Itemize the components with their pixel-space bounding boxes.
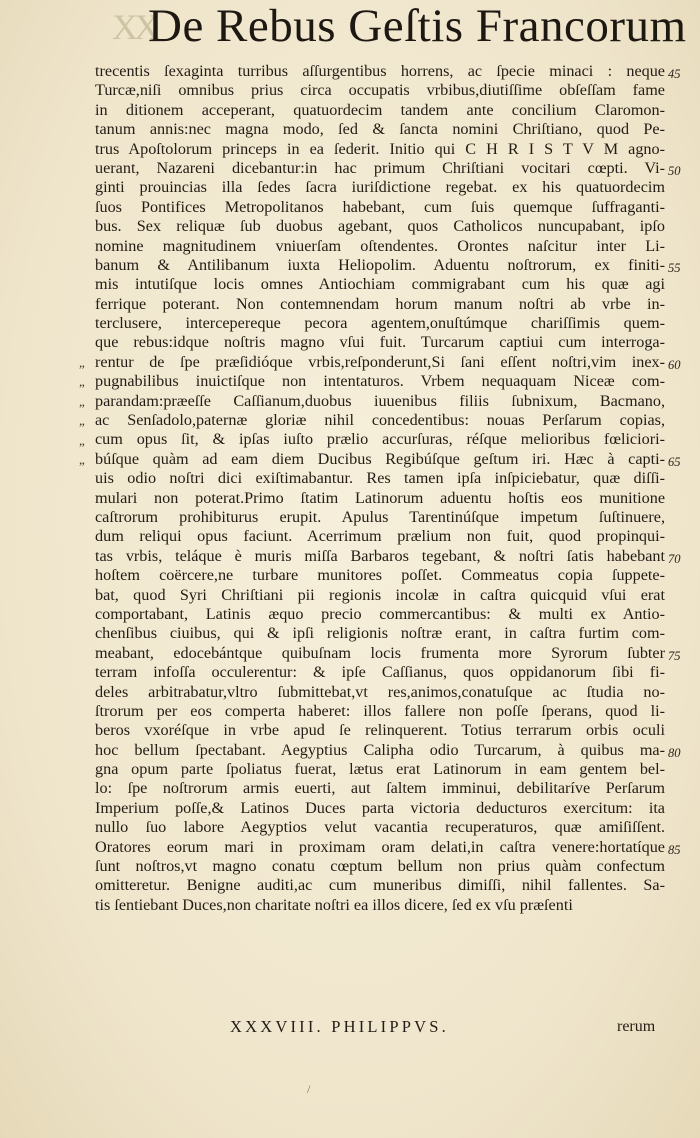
text-line: [95, 683, 665, 702]
line-text: meabant, edocebántque quibuſnam locis frumenta more Syrorum ſubter: [95, 643, 665, 662]
margin-line-number: 85: [668, 843, 681, 857]
line-text: chenſibus ciuibus, qui & ipſi religionis noſtræ erant, in caſtra furtim com-: [95, 624, 665, 643]
line-text: ac Senſadolo,paternæ gloriæ nihil concedentibus: nouas Perſarum copias,: [95, 411, 665, 430]
line-text: trecentis ſexaginta turribus aſſurgentibus horrens, ac ſpecie minaci : neque: [95, 62, 665, 80]
line-text: ferrique poterant. Non contemnendam horum manum noſtri ab vrbe in-: [95, 294, 665, 313]
text-line: [95, 411, 665, 430]
line-text: ginti prouincias illa ſedes ſacra iuriſdictione regebat. ex his quatuordecim: [95, 178, 665, 197]
line-text: caſtrorum prohibiturus erupit. Apulus Tarentinúſque impetum ſuſtinuere,: [95, 507, 665, 526]
catchword: rerum: [617, 1018, 656, 1035]
text-line: [95, 275, 665, 294]
text-line: [95, 663, 665, 682]
line-text: cum opus ſit, & ipſas iuſto prælio accurſuras, réſque melioribus fœliciori-: [95, 430, 665, 449]
text-line: [95, 101, 665, 120]
text-line: [95, 876, 665, 895]
header-fragment: XX: [112, 7, 156, 47]
text-line: [95, 198, 665, 217]
line-text: uerant, Nazareni dicebantur:in hac primum Chriſtiani vocitari cœpti. Vi-: [95, 158, 665, 177]
text-line: [95, 605, 665, 624]
text-line: [95, 392, 665, 411]
line-text: nullo ſuo labore Aegyptios velut vacantia recuperaturos, quæ amiſiſſent.: [95, 818, 665, 837]
line-text: Oratores eorum mari in proximam oram delati,in caſtra venere:hortatíque: [95, 837, 665, 856]
text-line: [95, 159, 665, 178]
text-line: [95, 508, 665, 527]
text-line: [95, 120, 665, 139]
quote-marker: „: [79, 413, 85, 429]
line-text: Imperium poſſe,& Latinos Duces parta victoria deducturos exercitum: ita: [95, 798, 665, 817]
margin-line-number: 75: [668, 649, 681, 663]
line-text: ſtrorum per eos comperta haberet: illos fallere non poſſe ſperans, quod li-: [95, 701, 665, 720]
text-line: [95, 81, 665, 100]
margin-line-number: 70: [668, 552, 681, 566]
line-text: que rebus:idque noſtris magno vſui fuit. Turcarum captiui cum interroga-: [95, 333, 665, 352]
line-text: uis odio noſtri dici exiſtimabantur. Res tamen ipſa inſpiciebatur, quæ diſſi-: [95, 469, 665, 488]
text-line: [95, 333, 665, 352]
margin-line-number: 65: [668, 455, 681, 469]
quote-marker: „: [79, 432, 85, 448]
line-text: terram infoſſa occulerentur: & ipſe Caſſianus, quos oppidanorum ſibi fi-: [95, 663, 665, 682]
text-line: [95, 469, 665, 488]
line-text: trus Apoſtolorum princeps in ea ſederit. Initio qui C H R I S T V M agno-: [95, 139, 665, 158]
text-line: [95, 644, 665, 663]
line-text: lo: ſpe noſtrorum armis euerti, aut ſaltem imminui, debilitaríve Perſarum: [95, 779, 665, 798]
line-text: tas vrbis, teláque è muris miſſa Barbaros tegebant, & noſtri ſatis habebant: [95, 546, 665, 565]
text-line: [95, 353, 665, 372]
signature-mark: XXXVIII. PHILIPPVS.: [230, 1017, 449, 1036]
text-line: [95, 702, 665, 721]
margin-line-number: 60: [668, 358, 681, 372]
line-text: gna opum parte ſpoliatus fuerat, lætus erat Latinorum in eam gentem bel-: [95, 760, 665, 779]
text-line: [95, 624, 665, 643]
line-text: pugnabilibus inuictiſque non intentaturos. Vrbem nequaquam Niceæ com-: [95, 372, 665, 391]
line-text: mis intutiſque locis omnes Antiochiam commigrabant cum his quæ agi: [95, 275, 665, 294]
line-text: tis ſentiebant Duces,non charitate noſtri ea illos dicere, ſed ex vſu præſenti: [95, 895, 573, 914]
bottom-mark: /: [307, 1082, 311, 1096]
text-line: [95, 838, 665, 857]
text-line: [95, 450, 665, 469]
text-line: [95, 760, 665, 779]
line-text: ſunt noſtros,vt magno conatu cœptum bellum non prius quàm confectum: [95, 857, 665, 876]
line-text: Turcæ,niſi omnibus prius circa occupatis vrbibus,diutiſſime obſeſſam fame: [95, 81, 665, 100]
margin-line-number: 80: [668, 746, 681, 760]
line-text: hoc bellum ſpectabant. Aegyptius Calipha odio Turcarum, à quibus ma-: [95, 740, 665, 759]
line-text: deles arbitrabatur,vltro ſubmittebat,vt res,animos,conatuſque ac ſtudia no-: [95, 682, 665, 701]
text-line: [95, 489, 665, 508]
line-text: ſuos Pontifices Metropolitanos habebant, cum ſuis quemque ſuffraganti-: [95, 197, 665, 216]
line-text: terclusere, intercepereque pecora agentem,onuſtúmque chariſſimis quem-: [95, 314, 665, 333]
line-text: nomine magnitudinem vniuerſam oſtendentes. Orontes naſcitur inter Li-: [95, 236, 665, 255]
text-line: [95, 256, 665, 275]
text-line: [95, 295, 665, 314]
line-text: parandam:præeſſe Caſſianum,duobus iuuenibus filiis ſubnixum, Bacmano,: [95, 391, 665, 410]
margin-line-number: 55: [668, 261, 681, 275]
line-text: beros vxoréſque in vrbe apud ſe relinquerent. Totius terrarum orbis oculi: [95, 721, 665, 740]
line-text: dum reliqui opus faciunt. Acerrimum prælium non fuit, quod propinqui-: [95, 527, 665, 546]
text-line: [95, 178, 665, 197]
line-text: tanum annis:nec magna modo, ſed & ſancta nomini Chriſtiano, quod Pe-: [95, 120, 665, 139]
quote-marker: „: [79, 355, 85, 370]
text-line: [95, 217, 665, 236]
text-line: [95, 741, 665, 760]
line-text: hoſtem coërcere,ne turbare munitores poſſet. Commeatus copia ſuppete-: [95, 566, 665, 585]
quote-marker: „: [79, 374, 85, 390]
margin-line-number: 50: [668, 164, 681, 178]
line-text: rentur de ſpe præſidióque vrbis,reſponderunt,Si ſani eſſent noſtri,vim inex-: [95, 352, 665, 371]
text-line: [95, 140, 665, 159]
text-line: [95, 721, 665, 740]
quote-marker: „: [79, 393, 85, 409]
line-text: omitteretur. Benigne auditi,ac cum muneribus dimiſſi, nihil fallentes. Sa-: [95, 876, 665, 895]
line-text: in ditionem acceperant, quatuordecim tandem ante concilium Claromon-: [95, 100, 665, 119]
text-line: [95, 430, 665, 449]
text-line: [95, 799, 665, 818]
line-text: búſque quàm ad eam diem Ducibus Regibúſque geſtum iri. Hæc à capti-: [95, 449, 665, 468]
text-line: [95, 547, 665, 566]
text-line: [95, 566, 665, 585]
text-line: [95, 372, 665, 391]
body-text: [95, 62, 665, 915]
line-text: bat, quod Syri Chriſtiani pii regionis incolæ in caſtra quicquid vſui erat: [95, 585, 665, 604]
text-line: [95, 896, 665, 915]
text-line: [95, 527, 665, 546]
quote-marker: „: [79, 452, 85, 467]
line-text: bus. Sex reliquæ ſub duobus agebant, quos Catholicos nuncupabant, ipſo: [95, 217, 665, 236]
margin-line-number: 45: [668, 67, 681, 81]
line-text: banum & Antilibanum iuxta Heliopolim. Aduentu noſtrorum, ex finiti-: [95, 255, 665, 274]
text-line: [95, 314, 665, 333]
text-line: [95, 857, 665, 876]
text-line: [95, 779, 665, 798]
text-line: [95, 818, 665, 837]
text-line: [95, 586, 665, 605]
line-text: comportabant, Latinis æquo precio commercantibus: & multi ex Antio-: [95, 604, 665, 623]
text-line: [95, 62, 665, 81]
running-title: De Rebus Geſtis Francorum: [148, 0, 687, 52]
text-line: [95, 237, 665, 256]
line-text: mulari non poterat.Primo ſtatim Latinorum aduentu hoſtis eos munitione: [95, 488, 665, 507]
